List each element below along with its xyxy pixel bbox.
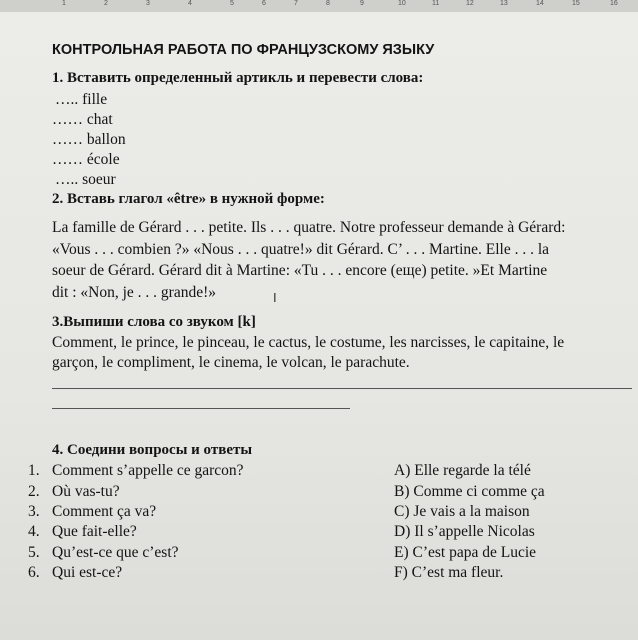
task3-line: garçon, le compliment, le cinema, le volcan, le parachute. bbox=[52, 354, 410, 371]
text-cursor-icon: I bbox=[273, 290, 277, 305]
task3-line: Comment, le prince, le pinceau, le cactus, le costume, les narcisses, le capitaine, le bbox=[52, 334, 565, 351]
ruler-number: 9 bbox=[360, 0, 364, 7]
question-text: Comment s’appelle ce garcon? bbox=[52, 462, 244, 479]
question-text: Où vas-tu? bbox=[52, 483, 120, 500]
answer-line bbox=[52, 408, 350, 409]
task1-item: …… ballon bbox=[52, 131, 126, 148]
document-page[interactable] bbox=[0, 12, 638, 640]
ruler-number: 5 bbox=[230, 0, 234, 7]
ruler-number: 15 bbox=[572, 0, 580, 7]
question-text: Qui est-ce? bbox=[52, 564, 123, 581]
answer-text: E) C’est papa de Lucie bbox=[394, 544, 537, 561]
ruler-number: 11 bbox=[432, 0, 440, 7]
question-text: Comment ça va? bbox=[52, 503, 157, 520]
question-number: 4. bbox=[28, 523, 40, 540]
document-title: КОНТРОЛЬНАЯ РАБОТА ПО ФРАНЦУЗСКОМУ ЯЗЫКУ bbox=[52, 42, 435, 58]
task4-heading: 4. Соедини вопросы и ответы bbox=[52, 442, 253, 458]
question-text: Qu’est-ce que c’est? bbox=[52, 544, 179, 561]
question-text: Que fait-elle? bbox=[52, 523, 137, 540]
question-number: 1. bbox=[28, 462, 40, 479]
ruler-number: 14 bbox=[536, 0, 544, 7]
ruler-number: 4 bbox=[188, 0, 192, 7]
task1-item: ….. soeur bbox=[55, 171, 116, 188]
task2-line: La famille de Gérard . . . petite. Ils . . . quatre. Notre professeur demande à Gérard: bbox=[52, 219, 566, 236]
task1-heading: 1. Вставить определенный артикль и перевести слова: bbox=[52, 70, 424, 86]
question-number: 3. bbox=[28, 503, 40, 520]
ruler-number: 2 bbox=[104, 0, 108, 7]
answer-text: B) Comme ci comme ça bbox=[394, 483, 545, 500]
ruler-number: 12 bbox=[466, 0, 474, 7]
ruler-number: 6 bbox=[262, 0, 266, 7]
ruler-number: 7 bbox=[294, 0, 298, 7]
task2-line: «Vous . . . combien ?» «Nous . . . quatre!» dit Gérard. C’ . . . Martine. Elle . . . la bbox=[52, 241, 550, 258]
task3-heading: 3.Выпиши слова со звуком [k] bbox=[52, 314, 256, 330]
answer-text: A) Elle regarde la télé bbox=[394, 462, 531, 479]
task2-line: soeur de Gérard. Gérard dit à Martine: «Tu . . . encore (еще) petite. »Et Martine bbox=[52, 262, 548, 279]
ruler-number: 16 bbox=[610, 0, 618, 7]
ruler-number: 8 bbox=[326, 0, 330, 7]
answer-line bbox=[52, 388, 632, 389]
task1-item: …… chat bbox=[52, 111, 113, 128]
answer-text: D) Il s’appelle Nicolas bbox=[394, 523, 535, 540]
task2-heading: 2. Вставь глагол «être» в нужной форме: bbox=[52, 191, 325, 207]
task1-item: …… école bbox=[52, 151, 120, 168]
ruler-number: 13 bbox=[500, 0, 508, 7]
question-number: 2. bbox=[28, 483, 40, 500]
answer-text: C) Je vais a la maison bbox=[394, 503, 530, 520]
ruler-number: 3 bbox=[146, 0, 150, 7]
task2-line: dit : «Non, je . . . grande!» bbox=[52, 284, 217, 301]
question-number: 6. bbox=[28, 564, 40, 581]
answer-text: F) C’est ma fleur. bbox=[394, 564, 504, 581]
task1-item: ….. fille bbox=[55, 91, 108, 108]
question-number: 5. bbox=[28, 544, 40, 561]
ruler-number: 10 bbox=[398, 0, 406, 7]
ruler-number: 1 bbox=[62, 0, 66, 7]
